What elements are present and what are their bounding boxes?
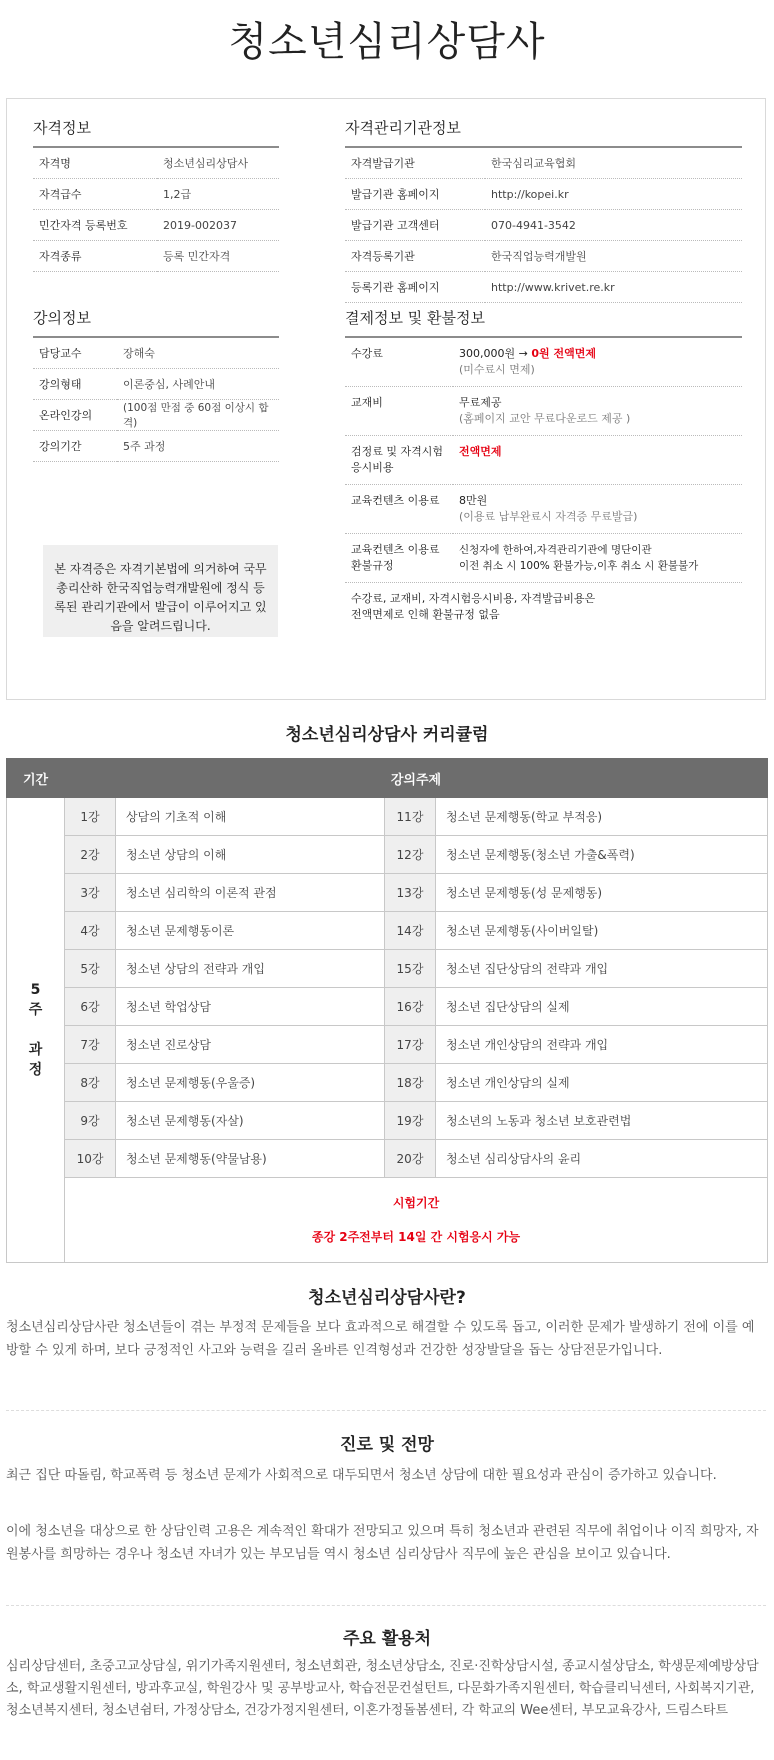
payment-table [345,338,742,631]
lecture-number: 5강 [65,950,116,988]
lecture-info-key: 강의형태 [33,369,117,400]
book-value-text: 무료제공 [459,396,502,409]
lecture-topic: 청소년 상담의 전략과 개입 [116,950,385,988]
divider [6,1605,766,1606]
lecture-topic: 청소년 학업상담 [116,988,385,1026]
lecture-topic: 청소년 상담의 이해 [116,836,385,874]
lecture-info-table [33,338,279,462]
book-note: (홈페이지 교안 무료다운로드 제공 ) [459,412,631,425]
col-topic-header: 강의주제 [65,759,768,798]
org-info-key: 자격등록기관 [345,241,485,272]
table-row [7,1140,768,1178]
content-fee-value [453,485,742,534]
registry-homepage-link[interactable]: http://www.krivet.re.kr [485,272,742,303]
org-info-section [345,117,742,303]
org-info-value: 한국심리교육협회 [485,148,742,179]
refund-line1: 신청자에 한하여,자격관리기관에 명단이관 [459,544,652,556]
exam-period-detail: 종강 2주전부터 14일 간 시험응시 가능 [311,1230,521,1244]
table-row [7,950,768,988]
lecture-info-value: 5주 과정 [117,431,279,462]
lecture-topic: 청소년 문제행동(사이버일탈) [435,912,767,950]
lecture-topic: 청소년 문제행동(성 문제행동) [435,874,767,912]
org-homepage-link[interactable]: http://kopei.kr [485,179,742,210]
col-period-header: 기간 [7,759,65,798]
lecture-topic: 상담의 기초적 이해 [116,798,385,836]
lecture-topic: 청소년 문제행동이론 [116,912,385,950]
refund-key-line1: 교육컨텐츠 이용료 [351,543,440,556]
lecture-topic: 청소년 집단상담의 실제 [435,988,767,1026]
org-info-value: 한국직업능력개발원 [485,241,742,272]
org-info-key: 발급기관 홈페이지 [345,179,485,210]
book-value [453,387,742,436]
exam-period-row [7,1178,768,1263]
period-cell [7,798,65,1263]
table-row [7,874,768,912]
org-info-key: 발급기관 고객센터 [345,210,485,241]
footnote-line1: 수강료, 교재비, 자격시험응시비용, 자격발급비용은 [351,592,596,605]
refund-line2: 이전 취소 시 100% 환불가능,이후 취소 시 환불불가 [459,560,699,572]
period-char: 정 [28,1062,43,1078]
tuition-key: 수강료 [345,338,453,387]
curriculum-table [6,758,768,1263]
content-fee-amount: 8만원 [459,494,488,507]
table-row [7,1026,768,1064]
lecture-info-value: (100점 만점 중 60점 이상시 합격) [117,400,279,431]
period-char: 5 [30,982,41,998]
exam-period-label: 시험기간 [392,1196,440,1210]
lecture-topic: 청소년 문제행동(자살) [116,1102,385,1140]
lecture-number: 6강 [65,988,116,1026]
tuition-free: 0원 전액면제 [531,347,596,360]
lecture-topic: 청소년의 노동과 청소년 보호관련법 [435,1102,767,1140]
lecture-info-key: 강의기간 [33,431,117,462]
page-title: 청소년심리상담사 [228,19,546,65]
cert-info-key: 민간자격 등록번호 [33,210,157,241]
payment-section [345,307,742,631]
table-row [7,988,768,1026]
lecture-topic: 청소년 문제행동(학교 부적응) [435,798,767,836]
lecture-number: 4강 [65,912,116,950]
career-heading: 진로 및 전망 [340,1435,434,1455]
cert-info-key: 자격급수 [33,179,157,210]
cert-info-value: 청소년심리상담사 [157,148,279,179]
lecture-info-value: 장해숙 [117,338,279,369]
lecture-number: 1강 [65,798,116,836]
footnote-line2: 전액면제로 인해 환불규정 없음 [351,608,500,621]
tuition-note: (미수료시 면제) [459,363,535,376]
info-box [6,98,766,700]
lecture-number: 15강 [384,950,435,988]
exam-fee-key [345,436,453,485]
book-key: 교재비 [345,387,453,436]
cert-info-value: 등록 민간자격 [157,241,279,272]
exam-fee-key-line2: 응시비용 [351,461,394,474]
refund-footnote [345,583,742,632]
refund-key-line2: 환불규정 [351,559,394,572]
lecture-number: 10강 [65,1140,116,1178]
exam-fee-free: 전액면제 [459,445,502,458]
lecture-topic: 청소년 집단상담의 전략과 개입 [435,950,767,988]
lecture-topic: 청소년 문제행동(청소년 가출&폭력) [435,836,767,874]
lecture-number: 12강 [384,836,435,874]
lecture-number: 14강 [384,912,435,950]
refund-key [345,534,453,583]
table-row [7,836,768,874]
lecture-topic: 청소년 심리학의 이론적 관점 [116,874,385,912]
lecture-info-value: 이론중심, 사례안내 [117,369,279,400]
lecture-topic: 청소년 문제행동(약물남용) [116,1140,385,1178]
tuition-price: 300,000원 [459,347,516,360]
cert-info-value: 1,2급 [157,179,279,210]
refund-value [453,534,742,583]
lecture-info-heading: 강의정보 [33,307,279,338]
lecture-topic: 청소년 문제행동(우울증) [116,1064,385,1102]
lecture-number: 9강 [65,1102,116,1140]
divider [6,1410,766,1411]
lecture-number: 8강 [65,1064,116,1102]
exam-fee-key-line1: 검정료 및 자격시험 [351,445,444,458]
lecture-number: 11강 [384,798,435,836]
exam-period-cell [65,1178,768,1263]
lecture-number: 19강 [384,1102,435,1140]
lecture-info-key: 담당교수 [33,338,117,369]
lecture-number: 3강 [65,874,116,912]
cert-info-key: 자격종류 [33,241,157,272]
org-info-key: 등록기관 홈페이지 [345,272,485,303]
content-fee-key: 교육컨텐츠 이용료 [345,485,453,534]
payment-heading: 결제정보 및 환불정보 [345,307,742,338]
lecture-topic: 청소년 진로상담 [116,1026,385,1064]
usage-heading: 주요 활용처 [342,1629,432,1649]
lecture-number: 16강 [384,988,435,1026]
org-info-value: 070-4941-3542 [485,210,742,241]
lecture-number: 17강 [384,1026,435,1064]
about-heading: 청소년심리상담사란? [308,1288,466,1308]
notice-box: 본 자격증은 자격기본법에 의거하여 국무총리산하 한국직업능력개발원에 정식 등록된 관리기관에서 발급이 이루어지고 있음을 알려드립니다. [43,545,278,637]
cert-info-table [33,148,279,272]
table-row [7,1102,768,1140]
career-text-1: 최근 집단 따돌림, 학교폭력 등 청소년 문제가 사회적으로 대두되면서 청소년 상담에 대한 필요성과 관심이 증가하고 있습니다. [6,1468,717,1483]
curriculum-title: 청소년심리상담사 커리큘럼 [285,725,489,745]
table-row [7,1064,768,1102]
exam-fee-value [453,436,742,485]
content-fee-note: (이용료 납부완료시 자격증 무료발급) [459,510,638,523]
usage-text: 심리상담센터, 초중고교상담실, 위기가족지원센터, 청소년회관, 청소년상담소, 진로·진학상담시설, 종교시설상담소, 학생문제예방상담소, 학교생활지원센터, 방과후교실, 학원강사 및 공부방교사, 학습전문컨설턴트, 다문화가족지원센터, 학습클리닉센터, 사회복지기관, 청소년복지센터, 청소년쉼터, 가정상담소, 건강가정지원센터, 이혼가정돌봄센터, 각 학교의 Wee센터, 부모교육강사, 드림스타트 [6,1659,759,1718]
org-info-table [345,148,742,303]
lecture-topic: 청소년 개인상담의 실제 [435,1064,767,1102]
cert-info-key: 자격명 [33,148,157,179]
lecture-number: 18강 [384,1064,435,1102]
table-row [7,798,768,836]
org-info-heading: 자격관리기관정보 [345,117,742,148]
cert-info-section [33,117,279,272]
table-row [7,912,768,950]
about-text: 청소년심리상담사란 청소년들이 겪는 부정적 문제들을 보다 효과적으로 해결할 수 있도록 돕고, 이러한 문제가 발생하기 전에 이를 예방할 수 있게 하며, 보다 긍정적인 사고와 능력을 길러 올바른 인격형성과 건강한 성장발달을 돕는 상담전문가입니다. [6,1320,755,1358]
lecture-number: 20강 [384,1140,435,1178]
lecture-number: 2강 [65,836,116,874]
lecture-topic: 청소년 개인상담의 전략과 개입 [435,1026,767,1064]
period-char: 주 [28,1002,43,1018]
lecture-info-section [33,307,279,462]
tuition-value [453,338,742,387]
cert-info-value: 2019-002037 [157,210,279,241]
career-text-2: 이에 청소년을 대상으로 한 상담인력 고용은 계속적인 확대가 전망되고 있으며 특히 청소년과 관련된 직무에 취업이나 이직 희망자, 자원봉사를 희망하는 경우나 청소년 자녀가 있는 부모님들 역시 청소년 심리상담사 직무에 높은 관심을 보이고 있습니다. [6,1524,759,1562]
lecture-number: 13강 [384,874,435,912]
org-info-key: 자격발급기관 [345,148,485,179]
period-char: 과 [28,1042,43,1058]
cert-info-heading: 자격정보 [33,117,279,148]
lecture-topic: 청소년 심리상담사의 윤리 [435,1140,767,1178]
arrow-right-icon: → [518,347,528,360]
lecture-number: 7강 [65,1026,116,1064]
lecture-info-key: 온라인강의 [33,400,117,431]
